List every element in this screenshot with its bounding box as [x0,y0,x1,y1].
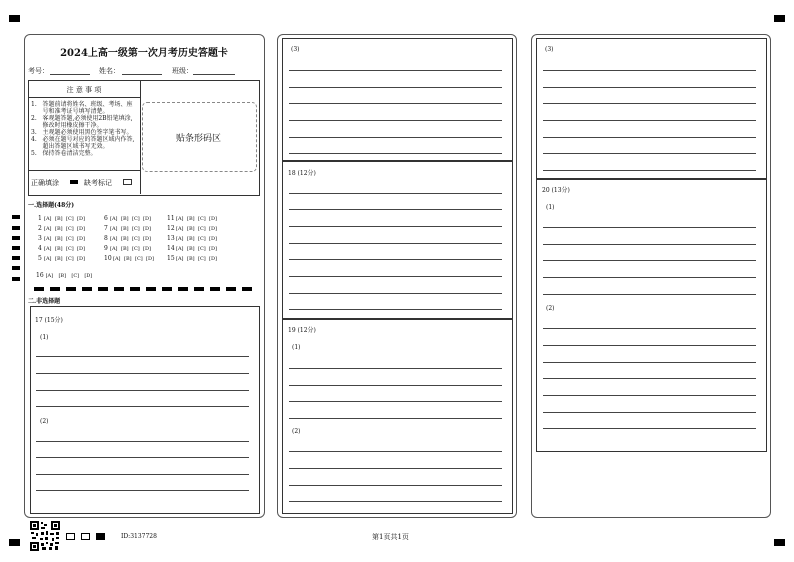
notice-item: 修改时用橡皮擦干净。 [31,122,103,129]
answer-line[interactable] [289,293,502,294]
answer-line[interactable] [543,260,756,261]
exam-number-label: 考号： [28,67,49,75]
fill-divider [28,170,140,171]
mcq-question-1 [38,215,88,222]
option-d[interactable]: [D] [209,216,217,222]
question-label-q19: 19 (12分) [288,327,316,334]
mcq-question-16 [36,272,95,279]
option-a[interactable]: [A] [176,256,184,262]
mcq-question-6 [104,215,154,222]
question-label-q20: 20 (13分) [542,187,570,194]
nonmcq-section-title: 二.非选择题 [28,298,61,305]
question-number: 4 [38,245,42,252]
option-c[interactable]: [C] [198,236,206,242]
fill-correct-label: 正确填涂 [31,179,59,187]
option-a[interactable]: [A] [176,216,184,222]
timing-mark [12,236,20,240]
question-label-q18: 18 (12分) [288,170,316,177]
option-b[interactable]: [B] [187,216,195,222]
page-title: 2024上高一级第一次月考历史答题卡 [60,48,228,59]
option-a[interactable]: [A] [44,256,52,262]
option-c[interactable]: [C] [66,256,74,262]
notice-item: 2. 客观题答题,必须使用2B铅笔填涂, [31,115,133,122]
option-a[interactable]: [A] [44,236,52,242]
option-a[interactable]: [A] [44,226,52,232]
timing-mark [12,226,20,230]
answer-line[interactable] [289,120,502,121]
answer-line[interactable] [543,170,756,171]
barcode-label: 贴条形码区 [175,134,221,144]
question-number: 14 [167,245,175,252]
correct-fill-sample [70,180,78,184]
mcq-question-15 [167,255,220,262]
timing-dash [130,287,140,291]
registration-mark-bottom-left [9,539,20,546]
notice-item: 号和准考证号填写清楚。 [31,108,109,115]
question-number: 15 [167,255,175,262]
question-number: 10 [104,255,112,262]
page-indicator-box [66,533,75,540]
absent-label: 缺考标记 [84,179,112,187]
answer-line[interactable] [543,362,756,363]
registration-mark-top-right [774,15,785,22]
answer-line[interactable] [289,368,502,369]
mcq-question-13 [167,235,220,242]
timing-dash [98,287,108,291]
answer-line[interactable] [543,345,756,346]
timing-dash [194,287,204,291]
answer-line[interactable] [543,227,756,228]
option-d[interactable]: [D] [143,216,151,222]
mcq-question-9 [104,245,154,252]
option-b[interactable]: [B] [58,273,67,279]
notice-item: 1. 答题前请将姓名、班级、考场、座 [31,101,133,108]
question-number: 3 [38,235,42,242]
answer-line[interactable] [289,468,502,469]
question-number: 11 [167,215,175,222]
question-number: 8 [104,235,108,242]
notice-title: 注 意 事 项 [66,86,102,94]
option-a[interactable]: [A] [44,216,52,222]
registration-mark-top-left [9,15,20,22]
class-label: 班级： [172,67,193,75]
mcq-question-10 [104,255,157,262]
answer-line[interactable] [289,137,502,138]
option-d[interactable]: [D] [77,226,85,232]
option-c[interactable]: [C] [66,226,74,232]
answer-line[interactable] [543,412,756,413]
timing-dash [34,287,44,291]
option-d[interactable]: [D] [209,246,217,252]
qr-code [30,521,60,551]
option-a[interactable]: [A] [45,273,54,279]
question-number: 6 [104,215,108,222]
answer-line[interactable] [543,103,756,104]
answer-box-q18 [282,160,513,320]
option-b[interactable]: [B] [55,256,63,262]
page-number: 第1页共1页 [372,533,409,541]
option-c[interactable]: [C] [198,226,206,232]
answer-box-q17-part3 [282,38,513,162]
option-c[interactable]: [C] [135,256,143,262]
option-d[interactable]: [D] [143,246,151,252]
mcq-question-11 [167,215,220,222]
answer-line[interactable] [289,451,502,452]
answer-line[interactable] [543,244,756,245]
exam-number-field[interactable] [50,74,90,75]
option-b[interactable]: [B] [124,256,132,262]
answer-box-q19-part3 [536,38,767,180]
timing-mark [12,215,20,219]
mcq-question-4 [38,245,88,252]
answer-line[interactable] [36,390,249,391]
option-d[interactable]: [D] [77,216,85,222]
notice-item: 超出答题区域书写无效。 [31,143,109,150]
answer-line[interactable] [289,70,502,71]
timing-mark [12,277,20,281]
option-a[interactable]: [A] [113,256,121,262]
option-c[interactable]: [C] [132,236,140,242]
timing-dash [82,287,92,291]
absent-checkbox[interactable] [123,179,132,185]
answer-line[interactable] [289,226,502,227]
answer-line[interactable] [289,309,502,310]
option-b[interactable]: [B] [187,256,195,262]
timing-dash [210,287,220,291]
name-field[interactable] [122,74,162,75]
part-label-1: (1) [546,204,555,211]
mcq-question-2 [38,225,88,232]
mcq-section-title: 一.选择题(48分) [28,202,75,209]
answer-line[interactable] [289,418,502,419]
option-b[interactable]: [B] [55,216,63,222]
timing-mark [12,246,20,250]
timing-mark [12,266,20,270]
answer-line[interactable] [36,474,249,475]
notice-divider [140,80,141,194]
answer-box-q17 [30,306,260,514]
option-b[interactable]: [B] [187,226,195,232]
mcq-question-5 [38,255,88,262]
answer-line[interactable] [289,485,502,486]
question-number: 2 [38,225,42,232]
answer-box-q20 [536,178,767,452]
answer-line[interactable] [543,153,756,154]
part-label-3: (3) [545,46,554,53]
answer-line[interactable] [289,87,502,88]
option-d[interactable]: [D] [77,236,85,242]
option-c[interactable]: [C] [198,216,206,222]
answer-line[interactable] [36,373,249,374]
answer-line[interactable] [543,328,756,329]
option-c[interactable]: [C] [66,216,74,222]
answer-line[interactable] [289,259,502,260]
option-d[interactable]: [D] [143,236,151,242]
option-a[interactable]: [A] [110,246,118,252]
mcq-question-7 [104,225,154,232]
answer-line[interactable] [543,277,756,278]
option-a[interactable]: [A] [110,236,118,242]
option-d[interactable]: [D] [209,226,217,232]
answer-line[interactable] [543,294,756,295]
option-c[interactable]: [C] [66,236,74,242]
option-a[interactable]: [A] [176,246,184,252]
notice-item: 5. 保持答卷清洁完整。 [31,150,97,157]
answer-line[interactable] [289,401,502,402]
answer-line[interactable] [543,378,756,379]
option-c[interactable]: [C] [71,273,80,279]
option-c[interactable]: [C] [132,246,140,252]
mcq-question-14 [167,245,220,252]
answer-line[interactable] [36,406,249,407]
option-b[interactable]: [B] [121,226,129,232]
timing-dash [226,287,236,291]
option-b[interactable]: [B] [55,236,63,242]
class-field[interactable] [193,74,235,75]
answer-line[interactable] [36,457,249,458]
answer-line[interactable] [289,193,502,194]
part-label-2: (2) [292,428,301,435]
option-a[interactable]: [A] [176,226,184,232]
timing-dash [178,287,188,291]
notice-item: 3. 主观题必须使用黑色签字笔书写。 [31,129,133,136]
mcq-question-8 [104,235,154,242]
option-c[interactable]: [C] [198,246,206,252]
mcq-question-3 [38,235,88,242]
option-d[interactable]: [D] [77,256,85,262]
part-label-2: (2) [40,418,49,425]
answer-line[interactable] [543,395,756,396]
option-b[interactable]: [B] [55,246,63,252]
option-a[interactable]: [A] [44,246,52,252]
notice-list [31,101,139,157]
timing-dash [114,287,124,291]
answer-line[interactable] [36,356,249,357]
answer-line[interactable] [289,153,502,154]
question-number: 1 [38,215,42,222]
option-c[interactable]: [C] [198,256,206,262]
notice-title-divider [28,97,140,98]
timing-dash [146,287,156,291]
option-b[interactable]: [B] [121,246,129,252]
option-d[interactable]: [D] [143,226,151,232]
timing-dash [162,287,172,291]
option-d[interactable]: [D] [146,256,154,262]
answer-line[interactable] [543,87,756,88]
option-b[interactable]: [B] [121,216,129,222]
option-a[interactable]: [A] [110,226,118,232]
mcq-question-12 [167,225,220,232]
answer-line[interactable] [543,120,756,121]
name-label: 姓名： [99,67,120,75]
timing-dash [66,287,76,291]
option-b[interactable]: [B] [55,226,63,232]
timing-dash [242,287,252,291]
option-d[interactable]: [D] [77,246,85,252]
page-indicator-box [81,533,90,540]
part-label-1: (1) [292,344,301,351]
question-number: 13 [167,235,175,242]
registration-mark-bottom-right [774,539,785,546]
answer-line[interactable] [289,385,502,386]
timing-dash [50,287,60,291]
question-number: 7 [104,225,108,232]
option-c[interactable]: [C] [66,246,74,252]
option-a[interactable]: [A] [110,216,118,222]
answer-line[interactable] [289,103,502,104]
answer-line[interactable] [289,209,502,210]
answer-line[interactable] [289,501,502,502]
answer-line[interactable] [36,490,249,491]
answer-line[interactable] [289,276,502,277]
part-label-1: (1) [40,334,49,341]
answer-line[interactable] [543,428,756,429]
option-b[interactable]: [B] [187,236,195,242]
answer-line[interactable] [289,243,502,244]
option-d[interactable]: [D] [209,236,217,242]
card-id: ID:3137728 [121,533,157,540]
question-number: 5 [38,255,42,262]
answer-line[interactable] [36,441,249,442]
timing-mark [12,256,20,260]
option-c[interactable]: [C] [132,226,140,232]
option-b[interactable]: [B] [121,236,129,242]
page-indicator-filled [96,533,105,540]
option-d[interactable]: [D] [84,273,93,279]
option-c[interactable]: [C] [132,216,140,222]
option-d[interactable]: [D] [209,256,217,262]
answer-line[interactable] [543,70,756,71]
question-number: 9 [104,245,108,252]
option-b[interactable]: [B] [187,246,195,252]
notice-item: 4. 必须在题号对应的答题区域内作答, [31,136,135,143]
question-number: 12 [167,225,175,232]
part-label-3: (3) [291,46,300,53]
question-label-q17: 17 (15分) [35,317,63,324]
question-number: 16 [36,272,44,279]
answer-line[interactable] [543,137,756,138]
part-label-2: (2) [546,305,555,312]
option-a[interactable]: [A] [176,236,184,242]
